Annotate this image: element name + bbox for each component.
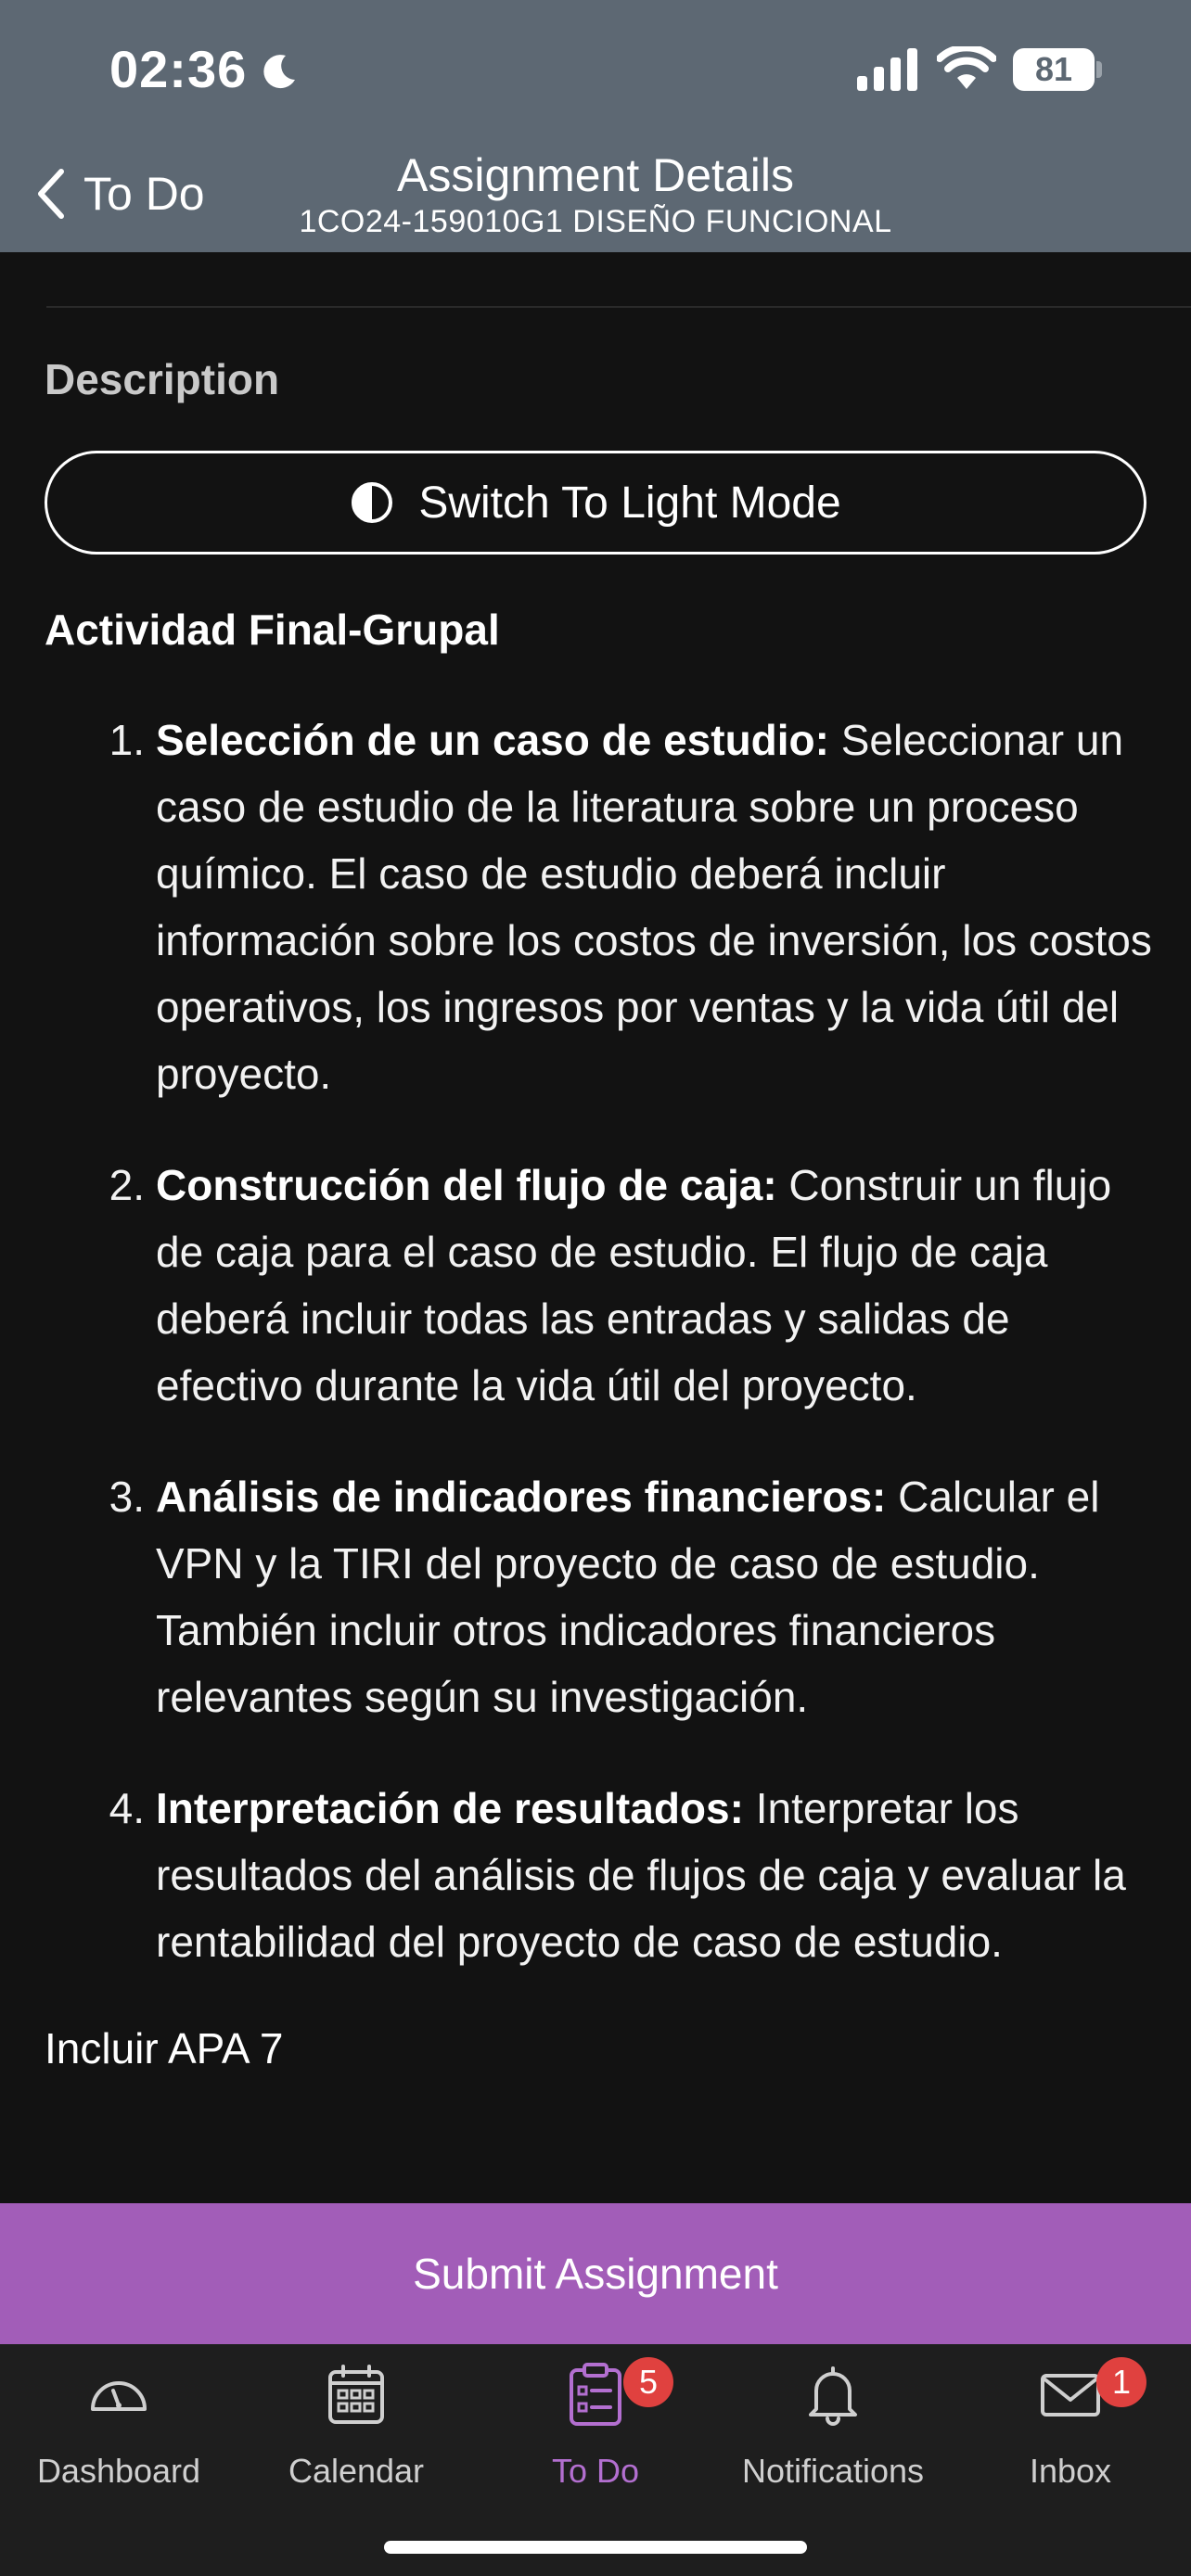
- home-indicator[interactable]: [384, 2541, 807, 2554]
- tab-label: Calendar: [288, 2452, 425, 2490]
- inbox-badge: 1: [1096, 2357, 1146, 2407]
- submit-assignment-button[interactable]: Submit Assignment: [0, 2203, 1191, 2344]
- bell-icon: [800, 2361, 866, 2428]
- status-time: 02:36: [109, 40, 248, 98]
- list-number: 1.: [109, 716, 145, 764]
- list-item: [45, 1775, 1158, 1975]
- calendar-icon: [323, 2361, 390, 2428]
- page-title: Assignment Details: [397, 149, 794, 201]
- clipboard-icon: [562, 2361, 629, 2428]
- list-number: 2.: [109, 1161, 145, 1209]
- tab-notifications[interactable]: [714, 2344, 952, 2530]
- switch-mode-label: Switch To Light Mode: [418, 478, 841, 528]
- battery-indicator: [1013, 48, 1102, 91]
- description-label: Description: [45, 355, 280, 403]
- item-text: Seleccionar un caso de estudio de la literatura sobre un proceso químico. El caso de estudio deberá incluir información sobre los costos de inversión, los costos operativos, los ingresos por ventas y la vida útil del proyecto.: [156, 716, 1152, 1098]
- tab-calendar[interactable]: [237, 2344, 475, 2530]
- battery-level: 81: [1034, 50, 1073, 88]
- apa-note: Incluir APA 7: [45, 2024, 284, 2072]
- contrast-icon: [350, 480, 394, 525]
- gauge-icon: [85, 2361, 152, 2428]
- list-item: [45, 1152, 1158, 1419]
- back-label: To Do: [83, 168, 205, 220]
- item-text: Interpretar los resultados del análisis de flujos de caja y evaluar la rentabilidad del proyecto de caso de estudio.: [156, 1784, 1126, 1966]
- tab-label: Dashboard: [36, 2452, 201, 2490]
- tab-label: Notifications: [741, 2452, 925, 2490]
- item-title: Selección de un caso de estudio:: [156, 716, 829, 764]
- tab-todo[interactable]: [477, 2344, 714, 2530]
- course-subtitle: 1CO24-159010G1 DISEÑO FUNCIONAL: [299, 204, 892, 239]
- instructions-list: [45, 707, 1158, 2020]
- tab-label: Inbox: [1029, 2452, 1112, 2490]
- signal-icon: [857, 48, 920, 91]
- item-title: Interpretación de resultados:: [156, 1784, 744, 1832]
- assignment-content[interactable]: [0, 252, 1191, 2203]
- list-number: 4.: [109, 1784, 145, 1832]
- status-bar: [0, 0, 1191, 139]
- tab-label: To Do: [551, 2452, 640, 2490]
- todo-badge: 5: [623, 2357, 673, 2407]
- wifi-icon: [937, 46, 996, 91]
- activity-heading: Actividad Final-Grupal: [45, 606, 500, 654]
- item-title: Análisis de indicadores financieros:: [156, 1473, 887, 1521]
- tab-inbox[interactable]: [952, 2344, 1189, 2530]
- nav-bar: [0, 139, 1191, 252]
- header: [0, 0, 1191, 252]
- envelope-icon: [1037, 2361, 1104, 2428]
- list-item: [45, 1463, 1158, 1730]
- tab-bar: [0, 2344, 1191, 2576]
- tab-dashboard[interactable]: [0, 2344, 237, 2530]
- list-item: [45, 707, 1158, 1107]
- item-text: Construir un flujo de caja para el caso de estudio. El flujo de caja deberá incluir todas las entradas y salidas de efectivo durante la vida útil del proyecto.: [156, 1161, 1112, 1409]
- divider: [46, 306, 1191, 308]
- item-title: Construcción del flujo de caja:: [156, 1161, 777, 1209]
- list-number: 3.: [109, 1473, 145, 1521]
- switch-light-mode-button[interactable]: [45, 451, 1146, 555]
- item-text: Calcular el VPN y la TIRI del proyecto de caso de estudio. También incluir otros indicadores financieros relevantes según su investigación.: [156, 1473, 1100, 1721]
- moon-icon: [260, 52, 299, 91]
